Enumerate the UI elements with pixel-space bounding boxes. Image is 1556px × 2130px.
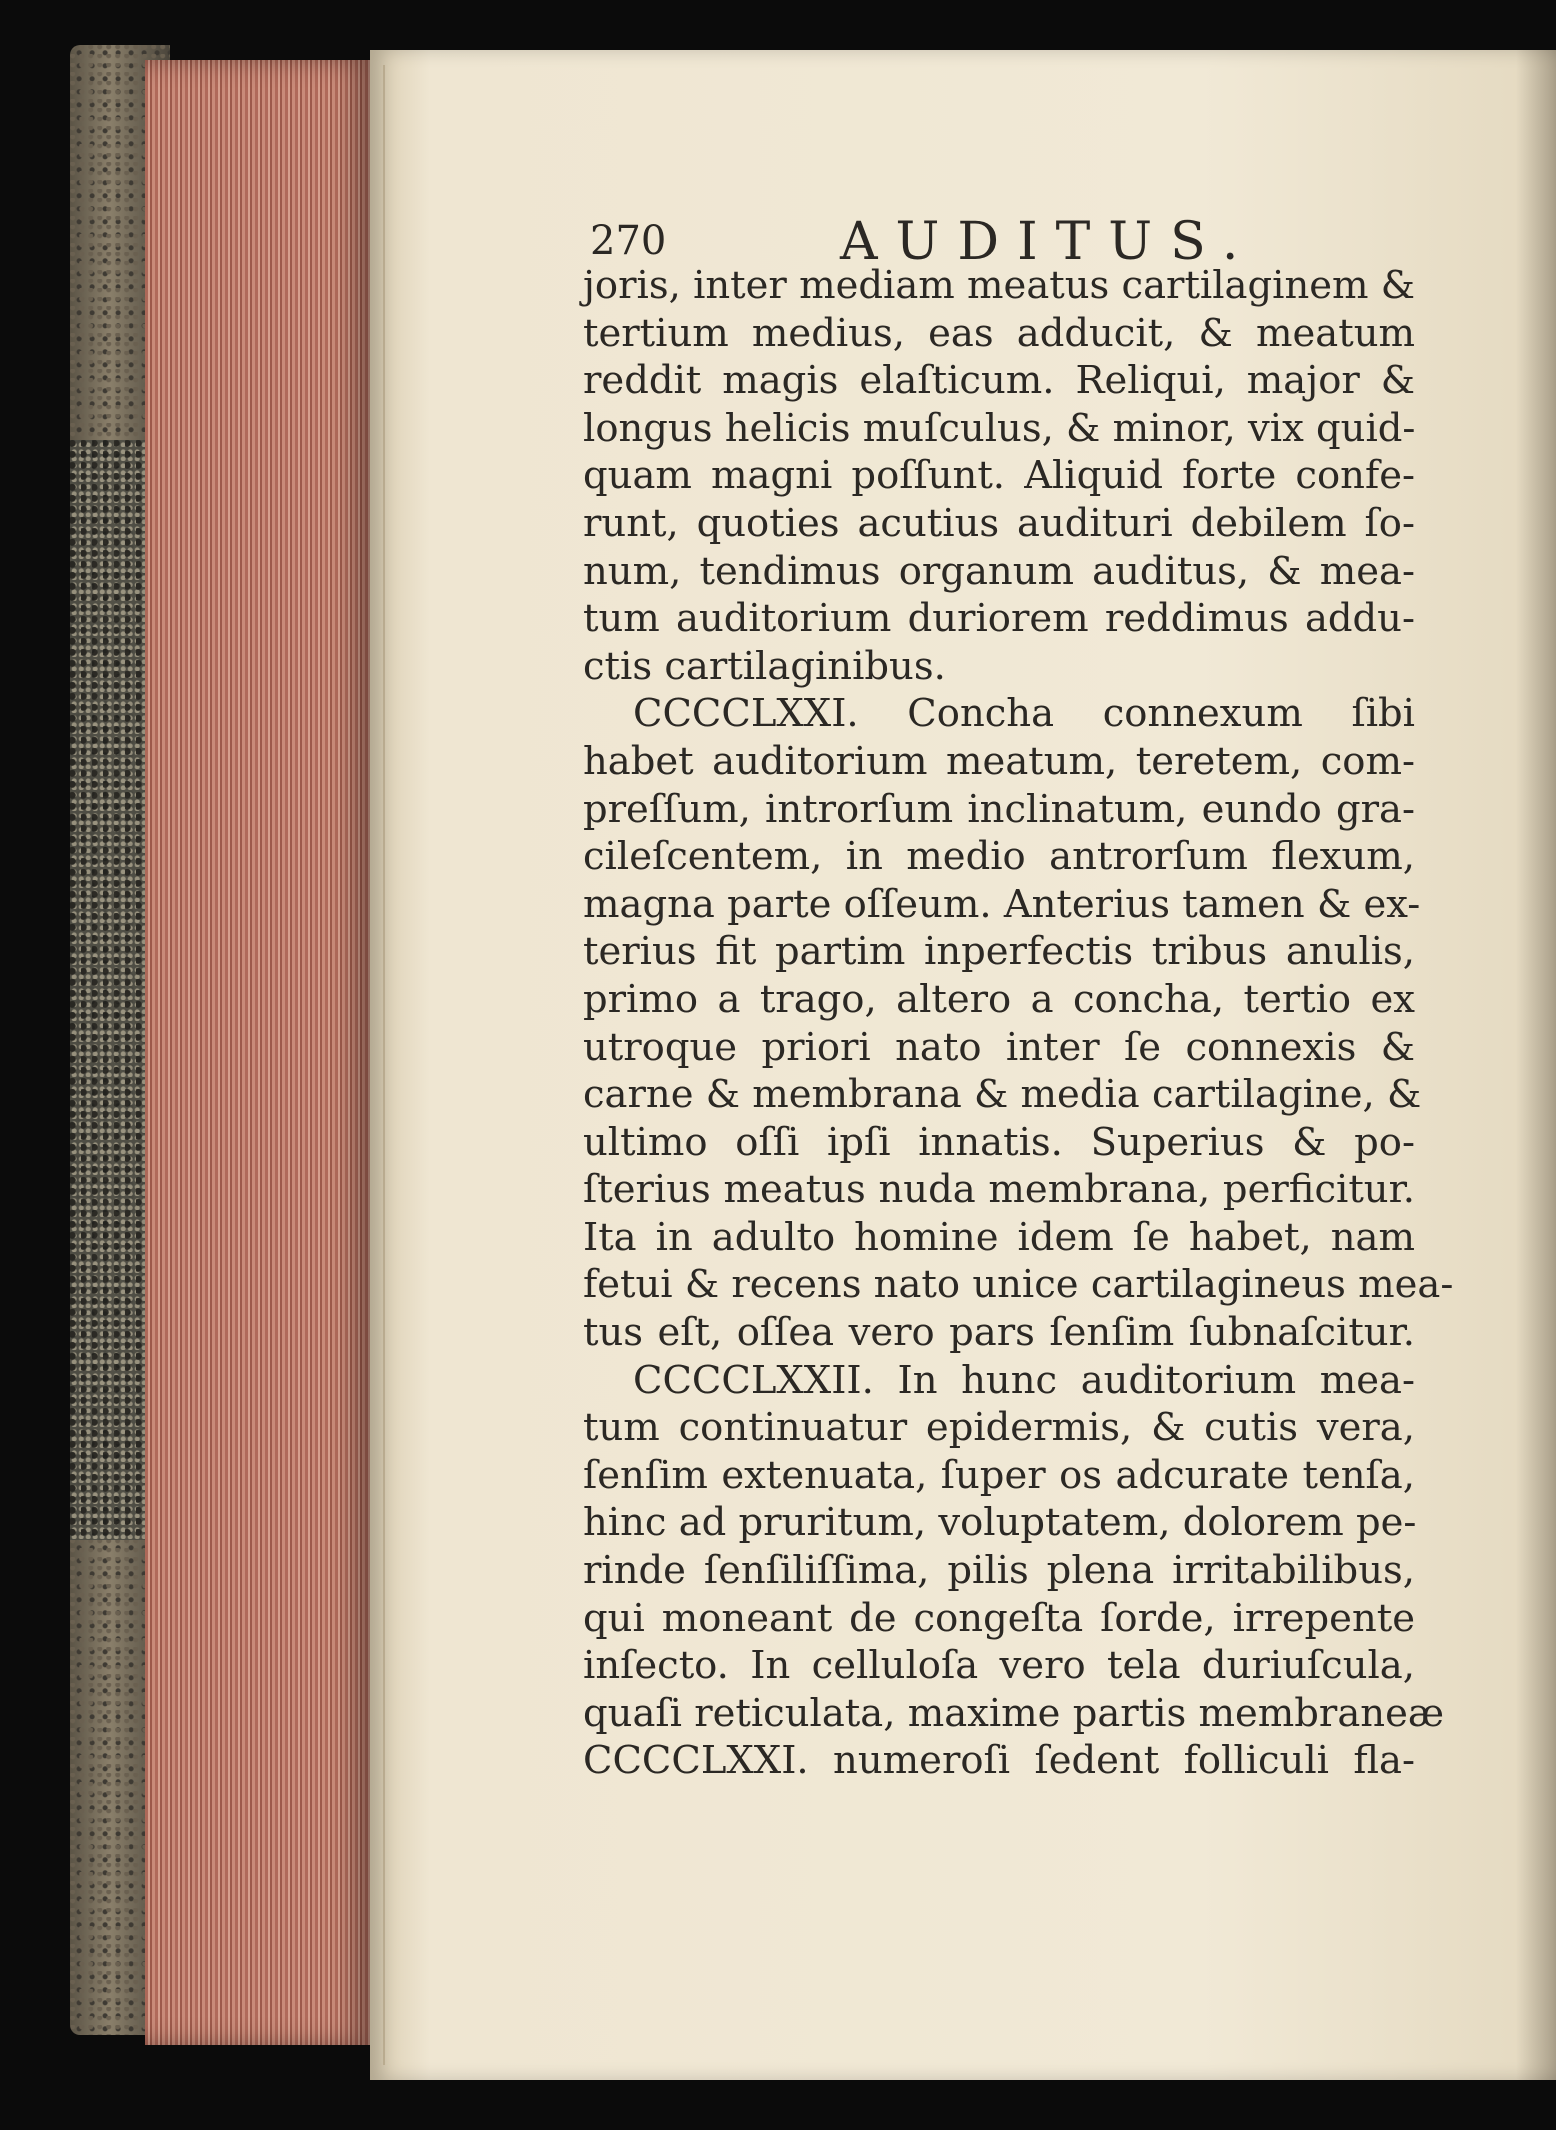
text-line: quaſi reticulata, maxime partis membraneæ: [583, 1690, 1445, 1736]
text-line: inſecto. In celluloſa vero tela duriuſcula,: [583, 1643, 1415, 1689]
text-line: utroque priori nato inter ſe connexis &: [583, 1024, 1415, 1070]
text-line: fetui & recens nato unice cartilagineus mea-: [583, 1262, 1454, 1308]
page-number: 270: [590, 218, 667, 264]
running-head: AUDITUS.: [840, 212, 1257, 272]
text-line: preſſum, introrſum inclinatum, eundo gra-: [583, 786, 1415, 832]
text-line: qui moneant de congeſta ſorde, irrepente: [583, 1595, 1415, 1641]
text-line: ultimo oſſi ipſi innatis. Superius & po-: [583, 1119, 1415, 1165]
section-heading-line: CCCCLXXII. In hunc auditorium mea-: [633, 1357, 1415, 1403]
text-line: carne & membrana & media cartilagine, &: [583, 1072, 1422, 1118]
text-line: magna parte oſſeum. Anterius tamen & ex-: [583, 881, 1421, 927]
text-line: Ita in adulto homine idem ſe habet, nam: [583, 1214, 1415, 1260]
text-line: longus helicis muſculus, & minor, vix quid-: [583, 405, 1416, 451]
text-line: tus eſt, oſſea vero pars ſenſim ſubnaſcitur.: [583, 1310, 1415, 1356]
text-line: runt, quoties acutius audituri debilem ſo-: [583, 500, 1415, 546]
text-line: cileſcentem, in medio antrorſum flexum,: [583, 834, 1415, 880]
text-line: ctis cartilaginibus.: [583, 643, 946, 689]
text-line: habet auditorium meatum, teretem, com-: [583, 738, 1415, 784]
text-line: quam magni poſſunt. Aliquid forte confe-: [583, 453, 1415, 499]
page-body: [583, 262, 1454, 1785]
page-fold-shadow: [1516, 50, 1556, 2080]
section-heading-line: CCCCLXXI. Concha connexum ſibi: [633, 691, 1415, 737]
page-gutter: [383, 65, 385, 2065]
text-line: tum continuatur epidermis, & cutis vera,: [583, 1405, 1415, 1451]
text-line: reddit magis elaſticum. Reliqui, major &: [583, 358, 1415, 404]
text-line: ſenſim extenuata, ſuper os adcurate tenſa,: [583, 1452, 1415, 1498]
text-line: primo a trago, altero a concha, tertio ex: [583, 976, 1415, 1022]
text-line: CCCCLXXI. numeroſi ſedent folliculi fla-: [583, 1738, 1415, 1784]
text-line: ſterius meatus nuda membrana, perficitur.: [583, 1167, 1415, 1213]
text-line: terius fit partim inperfectis tribus anulis,: [583, 929, 1415, 975]
text-line: tum auditorium duriorem reddimus addu-: [583, 596, 1415, 642]
text-line: num, tendimus organum auditus, & mea-: [583, 548, 1415, 594]
text-line: rinde ſenſiliſſima, pilis plena irritabilibus,: [583, 1548, 1415, 1594]
page-edges: [145, 60, 375, 2045]
text-line: tertium medius, eas adducit, & meatum: [583, 310, 1415, 356]
text-line: joris, inter mediam meatus cartilaginem &: [583, 263, 1416, 308]
text-line: hinc ad pruritum, voluptatem, dolorem pe-: [583, 1500, 1417, 1546]
